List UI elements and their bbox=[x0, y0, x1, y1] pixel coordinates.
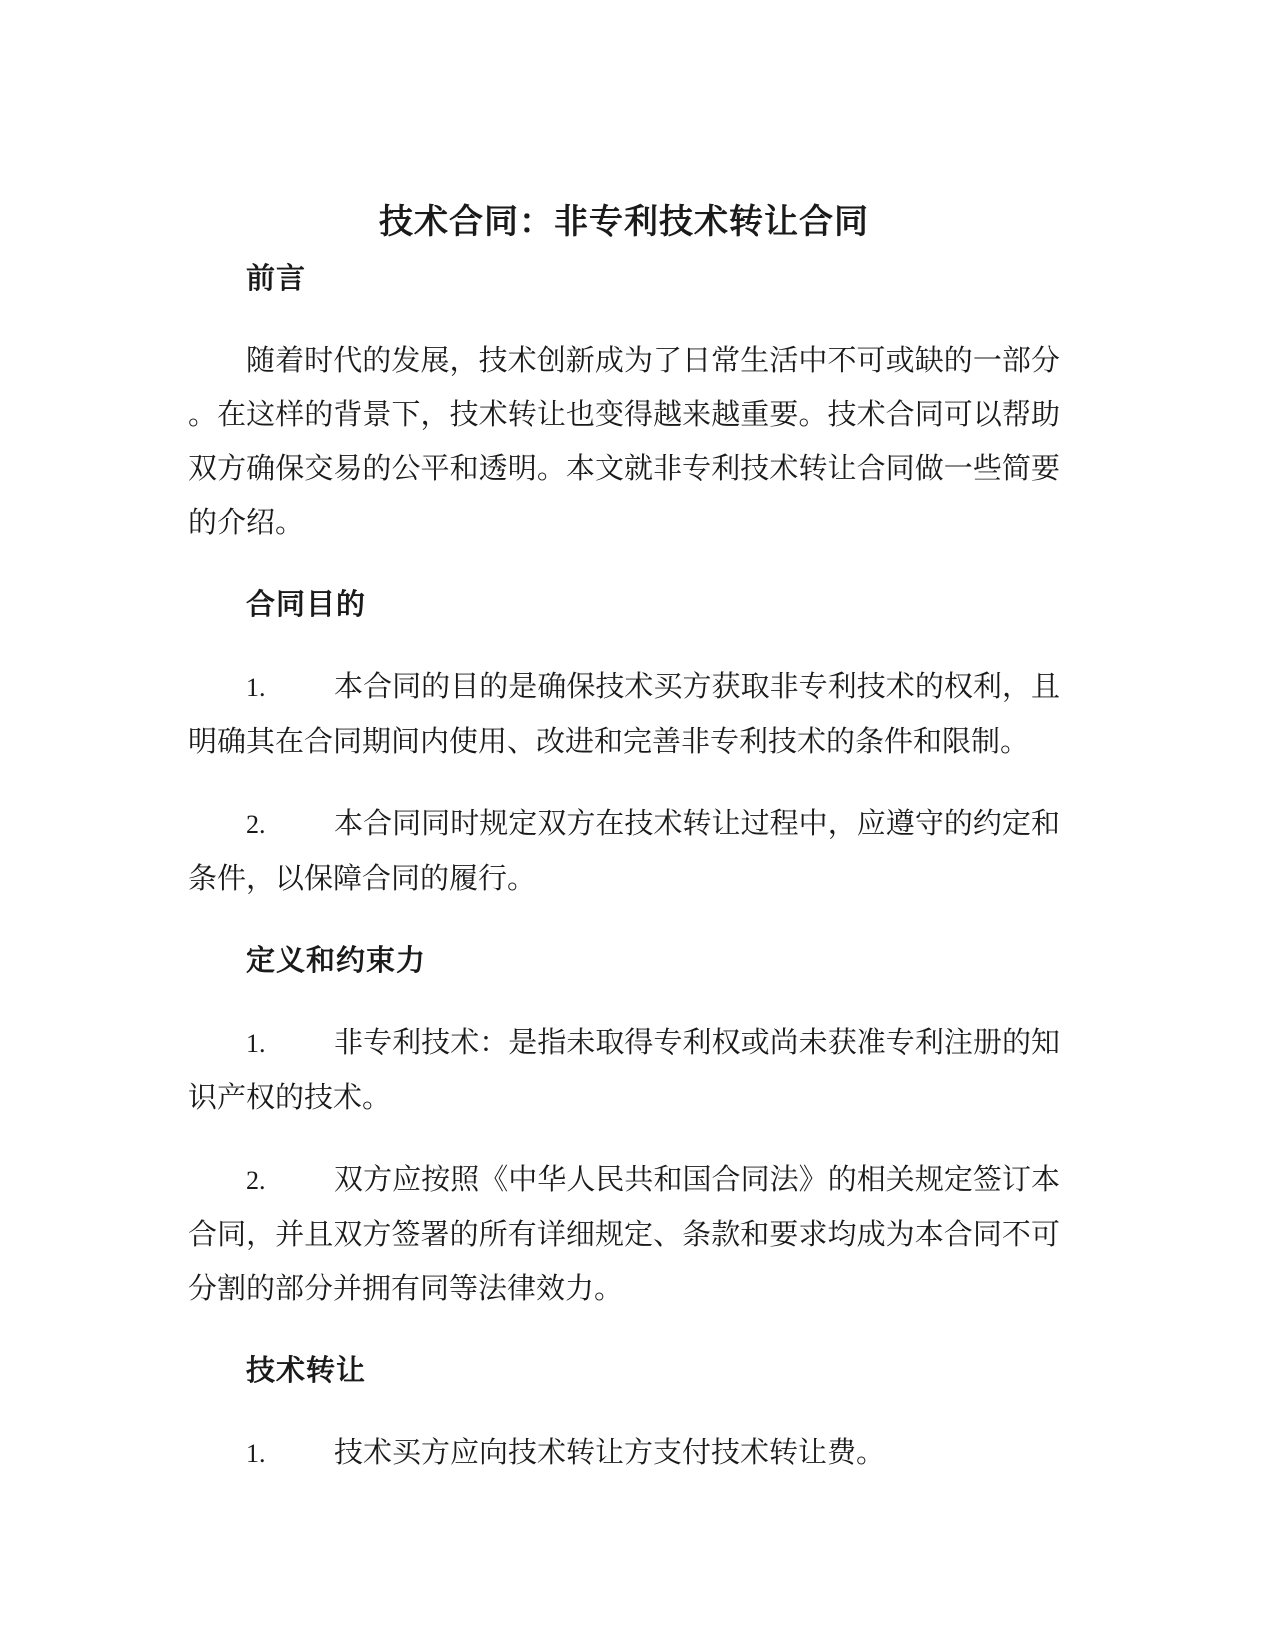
section-heading-preface: 前言 bbox=[246, 263, 307, 295]
paragraph-preface-body: 随着时代的发展，技术创新成为了日常生活中不可或缺的一部分。在这样的背景下，技术转让也变得越来越重要。技术合同可以帮助双方确保交易的公平和透明。本文就非专利技术转让合同做一些简要的介绍。 bbox=[188, 345, 1060, 539]
paragraph-text: 非专利技术：是指未取得专利权或尚未获准专利注册的知识产权的技术。 bbox=[188, 1027, 1060, 1114]
numbered-paragraph bbox=[188, 660, 1060, 769]
paragraph-text: 本合同同时规定双方在技术转让过程中，应遵守的约定和条件，以保障合同的履行。 bbox=[188, 808, 1060, 895]
numbered-paragraph bbox=[188, 1016, 1060, 1125]
section-heading-contract-purpose: 合同目的 bbox=[246, 589, 367, 621]
list-number: 1. bbox=[246, 673, 266, 702]
list-number: 1. bbox=[246, 1439, 266, 1468]
numbered-paragraph bbox=[188, 797, 1060, 906]
list-number: 2. bbox=[246, 810, 266, 839]
list-number: 1. bbox=[246, 1029, 266, 1058]
paragraph-text: 本合同的目的是确保技术买方获取非专利技术的权利，且明确其在合同期间内使用、改进和完善非专利技术的条件和限制。 bbox=[188, 671, 1060, 758]
list-number: 2. bbox=[246, 1166, 266, 1195]
section-heading-technology-transfer: 技术转让 bbox=[246, 1355, 367, 1387]
document-title: 技术合同：非专利技术转让合同 bbox=[379, 204, 869, 241]
section-heading-definitions-binding-force: 定义和约束力 bbox=[246, 945, 427, 977]
paragraph-text: 技术买方应向技术转让方支付技术转让费。 bbox=[334, 1437, 886, 1469]
paragraph-text: 双方应按照《中华人民共和国合同法》的相关规定签订本合同，并且双方签署的所有详细规定、条款和要求均成为本合同不可分割的部分并拥有同等法律效力。 bbox=[188, 1164, 1060, 1305]
numbered-paragraph bbox=[188, 1426, 1060, 1481]
numbered-paragraph bbox=[188, 1153, 1060, 1316]
